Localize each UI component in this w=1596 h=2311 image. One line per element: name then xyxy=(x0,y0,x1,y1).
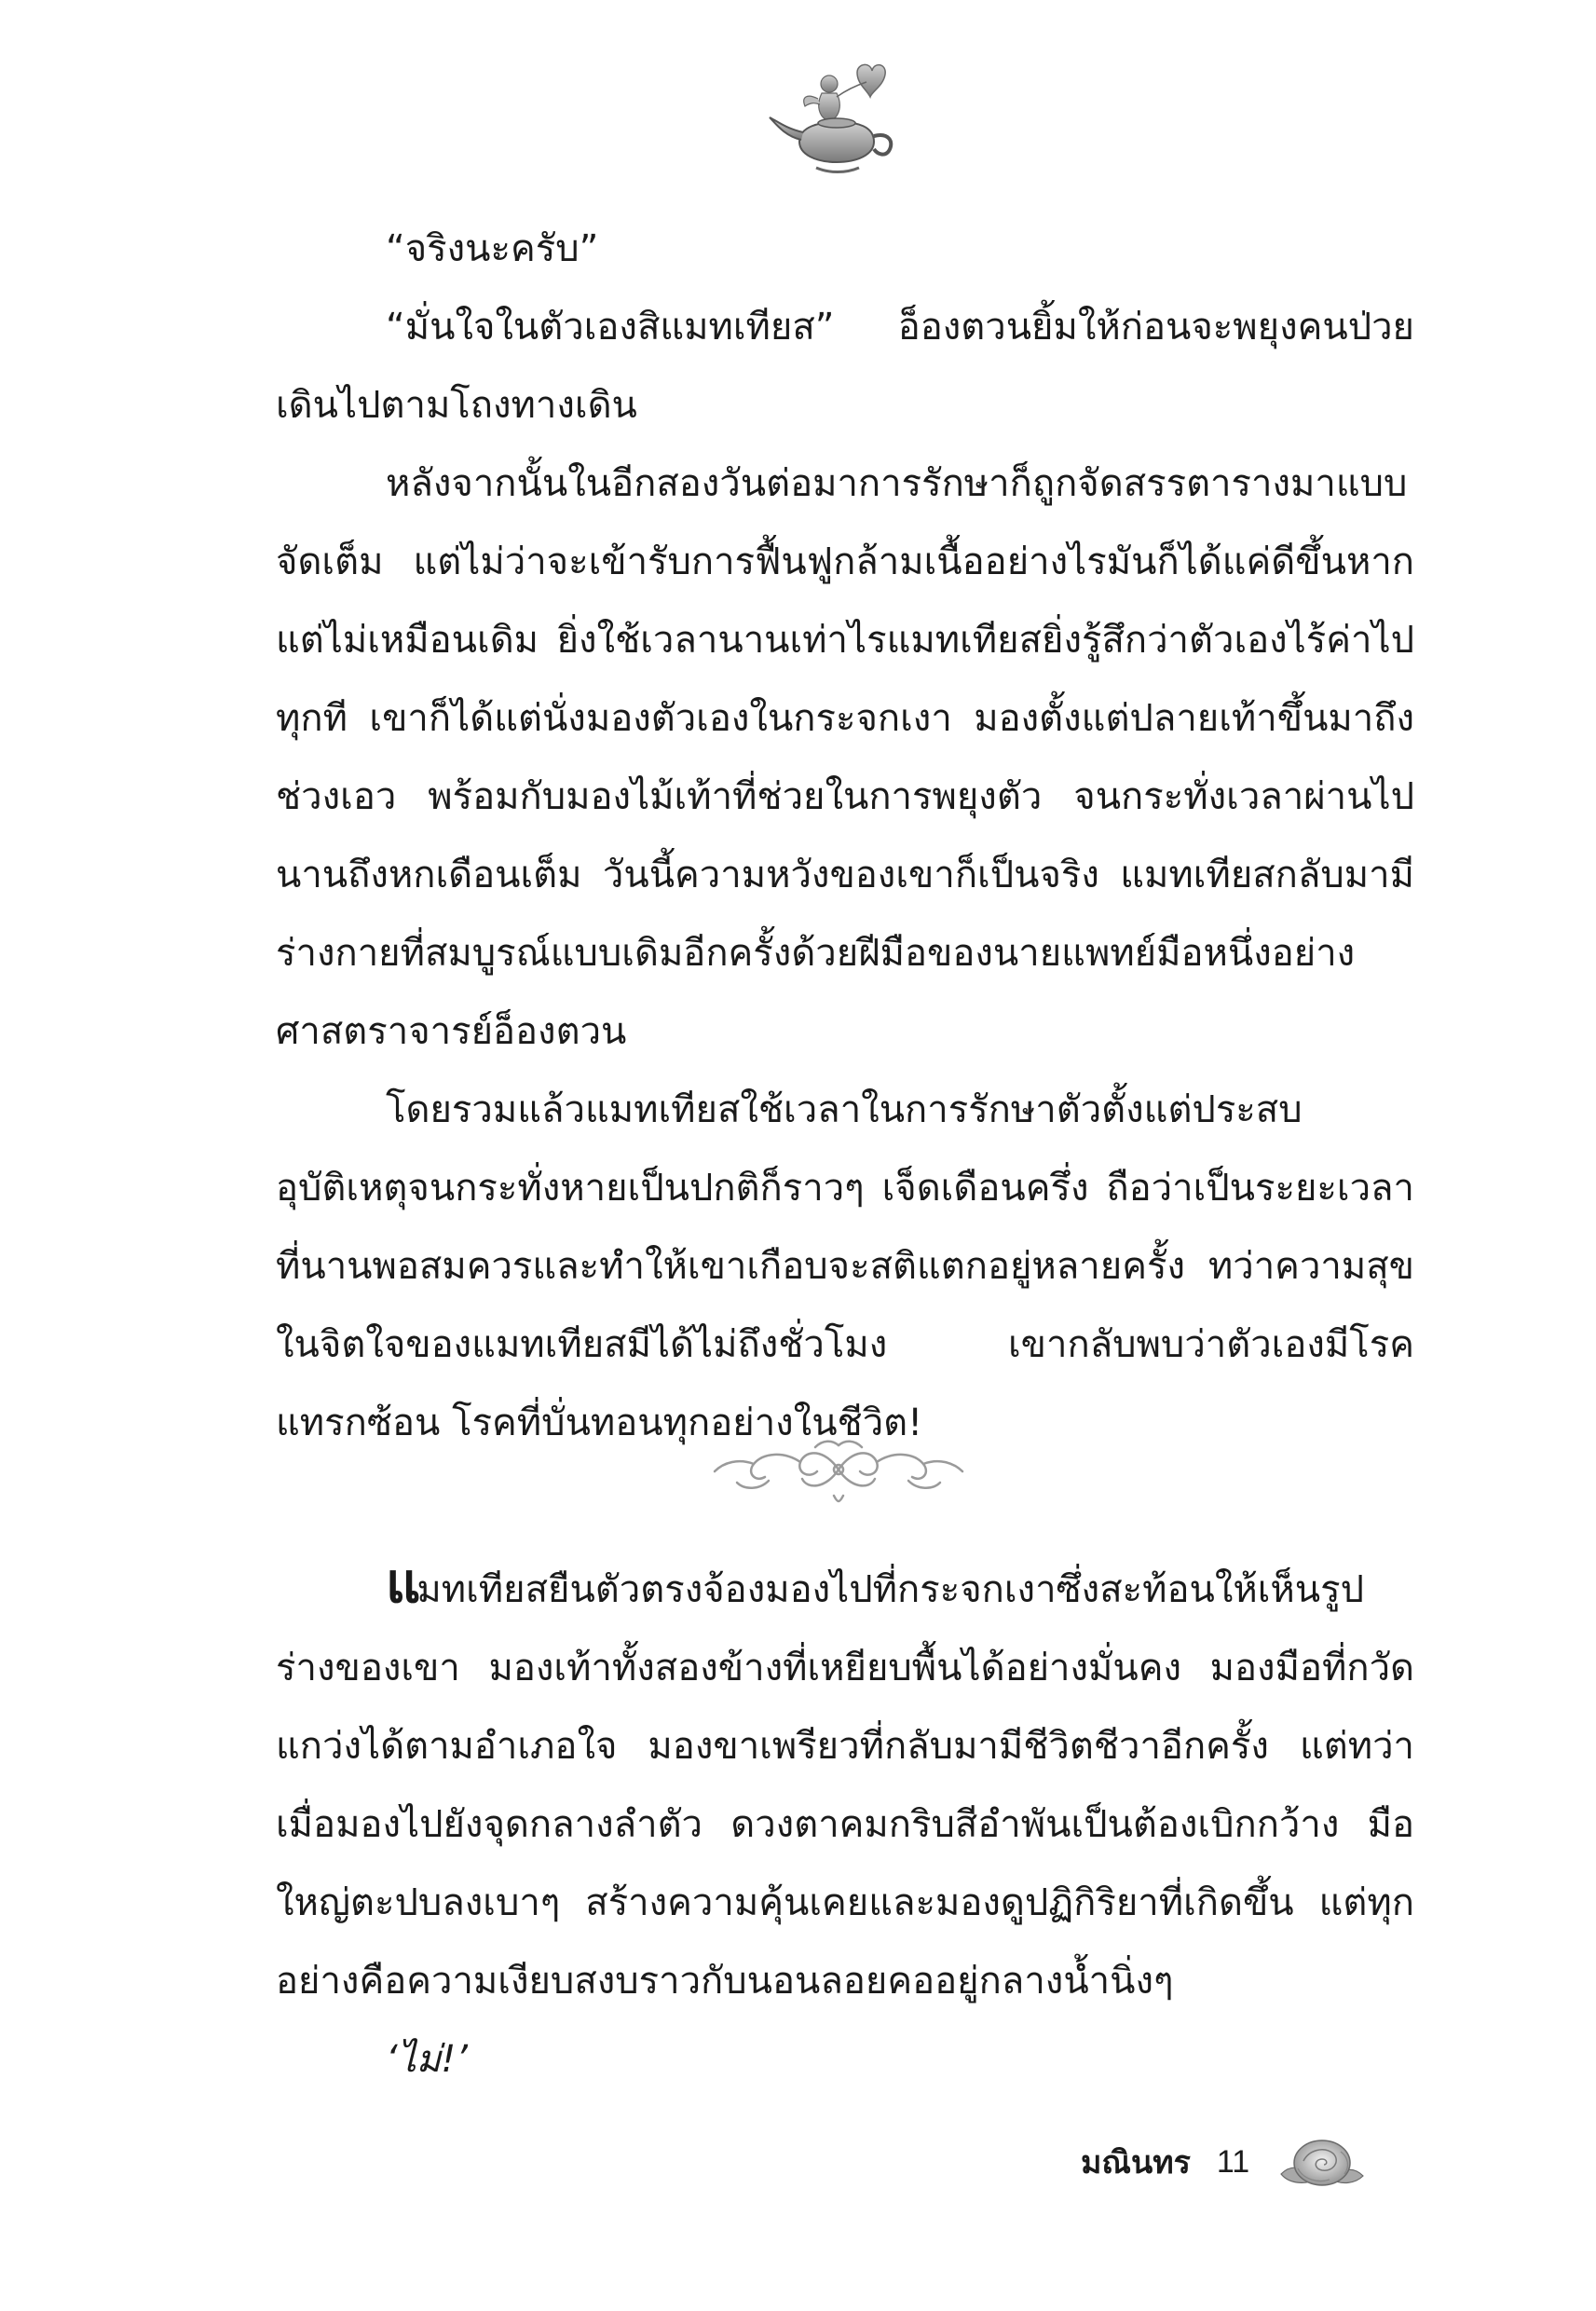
author-name: มณินทร xyxy=(1081,2144,1191,2181)
page-footer xyxy=(1081,2134,1369,2190)
paragraph: หลังจากนั้นในอีกสองวันต่อมาการรักษาก็ถูกจัดสรรตารางมาแบบจัดเต็ม แต่ไม่ว่าจะเข้ารับการฟื้นฟูกล้ามเนื้ออย่างไรมันก็ได้แค่ดีขึ้นหากแต่ไม่เหมือนเดิม ยิ่งใช้เวลานานเท่าไรแมทเทียสยิ่งรู้สึกว่าตัวเองไร้ค่าไปทุกที เขาก็ได้แต่นั่งมองตัวเองในกระจกเงา มองตั้งแต่ปลายเท้าขึ้นมาถึงช่วงเอว พร้อมกับมองไม้เท้าที่ช่วยในการพยุงตัว จนกระทั่งเวลาผ่านไปนานถึงหกเดือนเต็ม วันนี้ความหวังของเขาก็เป็นจริง แมทเทียสกลับมามีร่างกายที่สมบูรณ์แบบเดิมอีกครั้งด้วยฝีมือของนายแพทย์มือหนึ่งอย่างศาสตราจารย์อ็องตวน xyxy=(276,462,1414,1053)
paragraph xyxy=(276,1551,1414,2020)
cupid-teapot-ornament-icon xyxy=(764,56,904,177)
paragraph: “จริงนะครับ” xyxy=(386,227,599,270)
page-number: 11 xyxy=(1216,2143,1250,2180)
rose-icon xyxy=(1275,2133,1369,2191)
paragraph-text: มทเทียสยืนตัวตรงจ้องมองไปที่กระจกเงาซึ่งสะท้อนให้เห็นรูปร่างของเขา มองเท้าทั้งสองข้างที่เหยียบพื้นได้อย่างมั่นคง มองมือที่กวัดแกว่งได้ตามอำเภอใจ มองขาเพรียวที่กลับมามีชีวิตชีวาอีกครั้ง แต่ทว่าเมื่อมองไปยังจุดกลางลำตัว ดวงตาคมกริบสีอำพันเป็นต้องเบิกกว้าง มือใหญ่ตะปบลงเบาๆ สร้างความคุ้นเคยและมองดูปฏิกิริยาที่เกิดขึ้น แต่ทุกอย่างคือความเงียบสงบราวกับนอนลอยคออยู่กลางน้ำนิ่งๆ xyxy=(276,1568,1414,2003)
paragraph: “มั่นใจในตัวเองสิแมทเทียส” อ็องตวนยิ้มให้ก่อนจะพยุงคนป่วยเดินไปตามโถงทางเดิน xyxy=(276,306,1414,427)
filigree-divider-icon xyxy=(703,1430,974,1510)
text-section-2 xyxy=(276,1551,1414,2099)
drop-cap: แ xyxy=(386,1552,417,1615)
paragraph: โดยรวมแล้วแมทเทียสใช้เวลาในการรักษาตัวตั้งแต่ประสบอุบัติเหตุจนกระทั่งหายเป็นปกติก็ราวๆ เจ็ดเดือนครึ่ง ถือว่าเป็นระยะเวลาที่นานพอสมควรและทำให้เขาเกือบจะสติแตกอยู่หลายครั้ง ทว่าความสุขในจิตใจของแมทเทียสมีได้ไม่ถึงชั่วโมง เขากลับพบว่าตัวเองมีโรคแทรกซ้อน โรคที่บั่นทอนทุกอย่างในชีวิต! xyxy=(276,1088,1414,1444)
paragraph: ‘ไม่!’ xyxy=(386,2038,468,2081)
text-section-1 xyxy=(276,210,1414,1462)
